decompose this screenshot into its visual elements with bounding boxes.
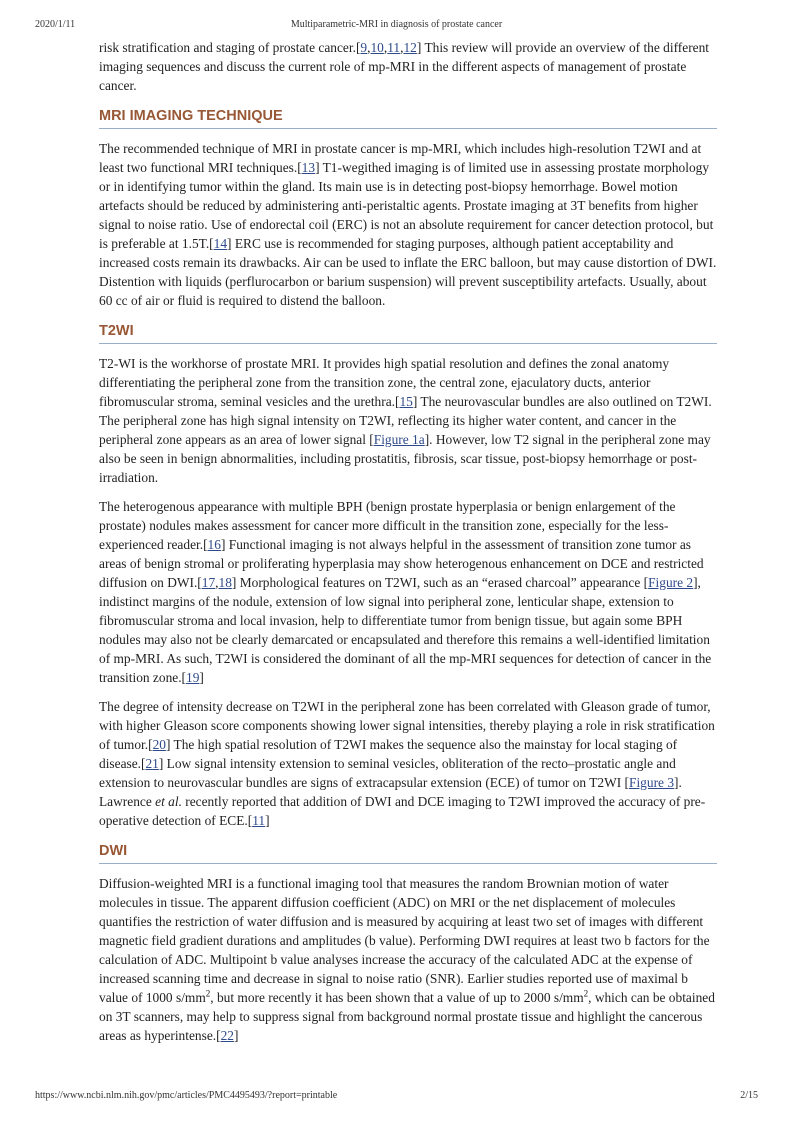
text-run: ] — [265, 813, 270, 828]
text-run: ] This review will provide an overview of the different imaging sequences and discuss the current role of mp-MRI in the different aspects of management of prostate cancer. — [99, 40, 710, 93]
text-run: The heterogenous appearance with multiple BPH (benign prostate hyperplasia or benign enlargement of the prostate) nodules makes assessment for cancer more difficult in the transition zone, especially for the less-experienced reader.[ — [99, 499, 676, 552]
print-title: Multiparametric-MRI in diagnosis of prostate cancer — [290, 19, 503, 30]
section-heading-dwi: DWI — [99, 842, 717, 864]
section-heading-t2wi: T2WI — [99, 322, 717, 344]
text-run: ] Low signal intensity extension to seminal vesicles, obliteration of the recto–prostatic angle and extension to neurovascular bundles are signs of extracapsular extension (ECE) of tumor on T2WI [ — [99, 756, 676, 790]
italic-text: et al. — [155, 794, 182, 809]
citation-link[interactable]: 16 — [207, 537, 221, 552]
text-run: ] Functional imaging is not always helpful in the assessment of transition zone tumor as areas of benign stromal or proliferating hyperplasia may show heterogenous enhancement on DCE and restricted diffusion on DWI.[ — [99, 537, 704, 590]
citation-link[interactable]: 14 — [213, 236, 228, 251]
intro-paragraph — [99, 38, 717, 95]
t2wi-paragraph-1 — [99, 354, 717, 487]
article-content — [99, 38, 717, 1055]
text-run: ] Morphological features on T2WI, such as an “erased charcoal” appearance [ — [231, 575, 649, 590]
t2wi-paragraph-2 — [99, 497, 717, 687]
text-run: T2-WI is the workhorse of prostate MRI. It provides high spatial resolution and defines the zonal anatomy differentiating the peripheral zone from the transition zone, the central zone, ejaculatory ducts, anterior fibromuscular stroma, seminal vesicles and the urethra.[ — [99, 356, 670, 409]
citation-link[interactable]: 15 — [399, 394, 413, 409]
text-run: , but more recently it has been shown that a value of up to 2000 s/mm — [210, 990, 584, 1005]
citation-link[interactable]: 21 — [145, 756, 159, 771]
text-run: ] — [233, 1028, 239, 1043]
text-run: risk stratification and staging of prostate cancer.[ — [99, 40, 361, 55]
citation-link[interactable]: 13 — [301, 160, 316, 175]
citation-link[interactable]: 17 — [201, 575, 216, 590]
citation-link[interactable]: 11 — [387, 40, 401, 55]
section-heading-mri-technique: MRI IMAGING TECHNIQUE — [99, 107, 717, 129]
text-run: ] The high spatial resolution of T2WI makes the sequence also the mainstay for local staging of disease.[ — [99, 737, 678, 771]
print-date: 2020/1/11 — [35, 19, 76, 30]
citation-link[interactable]: 10 — [370, 40, 384, 55]
figure-link[interactable]: Figure 3 — [629, 775, 675, 790]
figure-link[interactable]: Figure 1a — [373, 432, 425, 447]
text-run: recently reported that addition of DWI and DCE imaging to T2WI improved the accuracy of pre-operative detection of ECE.[ — [99, 794, 706, 828]
page-url: https://www.ncbi.nlm.nih.gov/pmc/articles/PMC4495493/?report=printable — [35, 1090, 338, 1101]
figure-link[interactable]: Figure 2 — [648, 575, 694, 590]
citation-link[interactable]: 18 — [218, 575, 232, 590]
text-run: ] T1-wegithed imaging is of limited use in assessing prostate morphology or in identifying tumor within the gland. Its main use is in detecting post-biopsy hemorrhage. Bowel motion artefacts should be reduced by administering anti-peristaltic agents. Prostate imaging at 3T benefits from higher signal to noise ratio. Use of endorectal coil (ERC) is not an absolute requirement for cancer detection protocol, but is preferable at 1.5T.[ — [99, 160, 714, 251]
superscript: 2 — [205, 988, 211, 999]
text-run: ] The neurovascular bundles are also outlined on T2WI. The peripheral zone has high signal intensity on T2WI, reflecting its higher water content, and cancer in the peripheral zone appears as an area of lower signal [ — [99, 394, 712, 447]
print-header — [0, 19, 793, 33]
text-run: ] ERC use is recommended for staging purposes, although patient acceptability and increased costs remain its drawbacks. Air can be used to inflate the ERC balloon, but may cause distortion of DWI. Distention with liquids (perflurocarbon or barium suspension) will prevent susceptibility artefacts. Usually, about 60 cc of air or fluid is required to distend the balloon. — [99, 236, 717, 308]
text-run: , — [215, 575, 219, 590]
citation-link[interactable]: 12 — [403, 40, 417, 55]
text-run: ]. However, low T2 signal in the peripheral zone may also be seen in benign abnormalities, including prostatitis, fibrosis, scar tissue, post-biopsy hemorrhage or post-irradiation. — [99, 432, 711, 485]
text-run: , — [400, 40, 404, 55]
text-run: Diffusion-weighted MRI is a functional imaging tool that measures the random Brownian motion of water molecules in tissue. The apparent diffusion coefficient (ADC) on MRI or the net displacement of molecules quantifies the restriction of water diffusion and is measured by acquiring at least two set of images with different magnetic field gradient durations and amplitudes (b value). Performing DWI requires at least two b factors for the calculation of ADC. Multipoint b value analyses increase the accuracy of the calculated ADC at the expense of increased scanning time and decrease in signal to noise ratio (SNR). Earlier studies reported use of maximal b value of 1000 s/mm — [99, 876, 710, 1005]
citation-link[interactable]: 22 — [220, 1028, 234, 1043]
superscript: 2 — [583, 988, 589, 999]
text-run: , — [367, 40, 371, 55]
t2wi-paragraph-3 — [99, 697, 717, 830]
text-run: , — [383, 40, 388, 55]
text-run: ]. Lawrence — [99, 775, 682, 809]
print-footer — [0, 1090, 793, 1104]
citation-link[interactable]: 11 — [252, 813, 266, 828]
citation-link[interactable]: 20 — [152, 737, 166, 752]
text-run: ] — [199, 670, 204, 685]
mri-technique-paragraph — [99, 139, 717, 310]
text-run: ], indistinct margins of the nodule, extension of low signal into peripheral zone, lenticular shape, extension to fibromuscular stroma and local invasion, help to differentiate tumor from benign tissue, but again some BPH nodules may also not be clearly demarcated or encapsulated and therefore this remains a well-identified limitation of mp-MRI. As such, T2WI is considered the dominant of all the mp-MRI sequences for detection of cancer in the transition zone.[ — [99, 575, 712, 685]
citation-link[interactable]: 19 — [186, 670, 200, 685]
dwi-paragraph-1 — [99, 874, 717, 1045]
citation-link[interactable]: 9 — [360, 40, 368, 55]
text-run: The degree of intensity decrease on T2WI in the peripheral zone has been correlated with Gleason grade of tumor, with higher Gleason score components showing lower signal intensities, thereby playing a role in risk stratification of tumor.[ — [99, 699, 715, 752]
text-run: , which can be obtained on 3T scanners, may help to suppress signal from background normal prostate tissue and highlight the cancerous areas as hyperintense.[ — [99, 990, 715, 1043]
page-number: 2/15 — [740, 1090, 758, 1101]
text-run: The recommended technique of MRI in prostate cancer is mp-MRI, which includes high-resolution T2WI and at least two functional MRI techniques.[ — [99, 141, 702, 175]
